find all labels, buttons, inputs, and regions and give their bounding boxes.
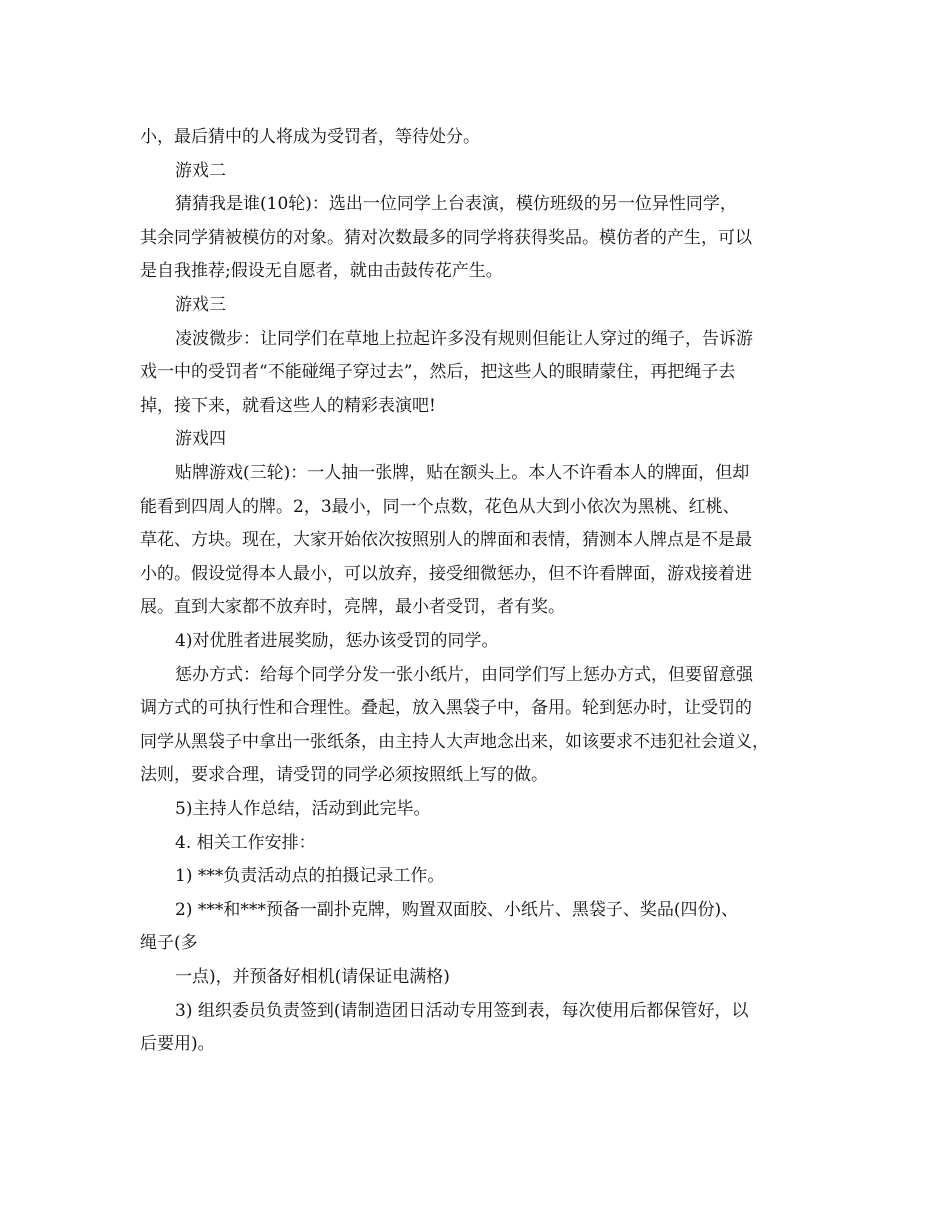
text-line: 猜猜我是谁(10轮)：选出一位同学上台表演，模仿班级的另一位异性同学， [175,194,737,214]
text-line: 草花、方块。现在，大家开始依次按照别人的牌面和表情，猜测本人牌点是不是最 [140,530,752,550]
text-line: 其余同学猜被模仿的对象。猜对次数最多的同学将获得奖品。模仿者的产生，可以 [140,228,752,248]
section-heading: 游戏四 [175,429,226,449]
text-line: 小的。假设觉得本人最小，可以放弃，接受细微惩办，但不许看牌面，游戏接着进 [140,564,752,584]
text-line: 能看到四周人的牌。2，3最小，同一个点数，花色从大到小依次为黑桃、红桃、 [140,497,740,517]
text-line: 是自我推荐;假设无自愿者，就由击鼓传花产生。 [140,261,503,281]
text-line: 调方式的可执行性和合理性。叠起，放入黑袋子中，备用。轮到惩办时，让受罚的 [140,698,752,718]
text-line: 展。直到大家都不放弃时，亮牌，最小者受罚，者有奖。 [140,597,565,617]
text-line: 惩办方式：给每个同学分发一张小纸片，由同学们写上惩办方式，但要留意强 [175,665,753,685]
text-line: 4. 相关工作安排： [175,833,316,853]
text-line: 法则，要求合理，请受罚的同学必须按照纸上写的做。 [140,765,548,785]
text-line: 后要用)。 [140,1034,215,1054]
text-line: 同学从黑袋子中拿出一张纸条，由主持人大声地念出来，如该要求不违犯社会道义， [140,732,769,752]
text-line: 掉，接下来，就看这些人的精彩表演吧! [140,396,436,416]
section-heading: 游戏三 [175,295,226,315]
text-line: 一点)，并预备好相机(请保证电满格) [175,967,450,987]
text-line: 4)对优胜者进展奖励，惩办该受罚的同学。 [175,631,499,651]
text-line: 1) ***负责活动点的拍摄记录工作。 [175,866,445,886]
text-line: 2) ***和***预备一副扑克牌，购置双面胶、小纸片、黑袋子、奖品(四份)、 [175,900,739,920]
text-line: 5)主持人作总结，活动到此完毕。 [175,799,431,819]
text-line: 小，最后猜中的人将成为受罚者，等待处分。 [140,127,480,147]
text-line: 戏一中的受罚者“不能碰绳子穿过去”，然后，把这些人的眼睛蒙住，再把绳子去 [140,362,736,382]
text-line: 凌波微步：让同学们在草地上拉起许多没有规则但能让人穿过的绳子，告诉游 [175,329,753,349]
text-line: 3) 组织委员负责签到(请制造团日活动专用签到表，每次使用后都保管好，以 [175,1001,749,1021]
text-line: 贴牌游戏(三轮)：一人抽一张牌，贴在额头上。本人不许看本人的牌面，但却 [175,463,750,483]
text-line: 绳子(多 [140,933,198,953]
section-heading: 游戏二 [175,161,226,181]
